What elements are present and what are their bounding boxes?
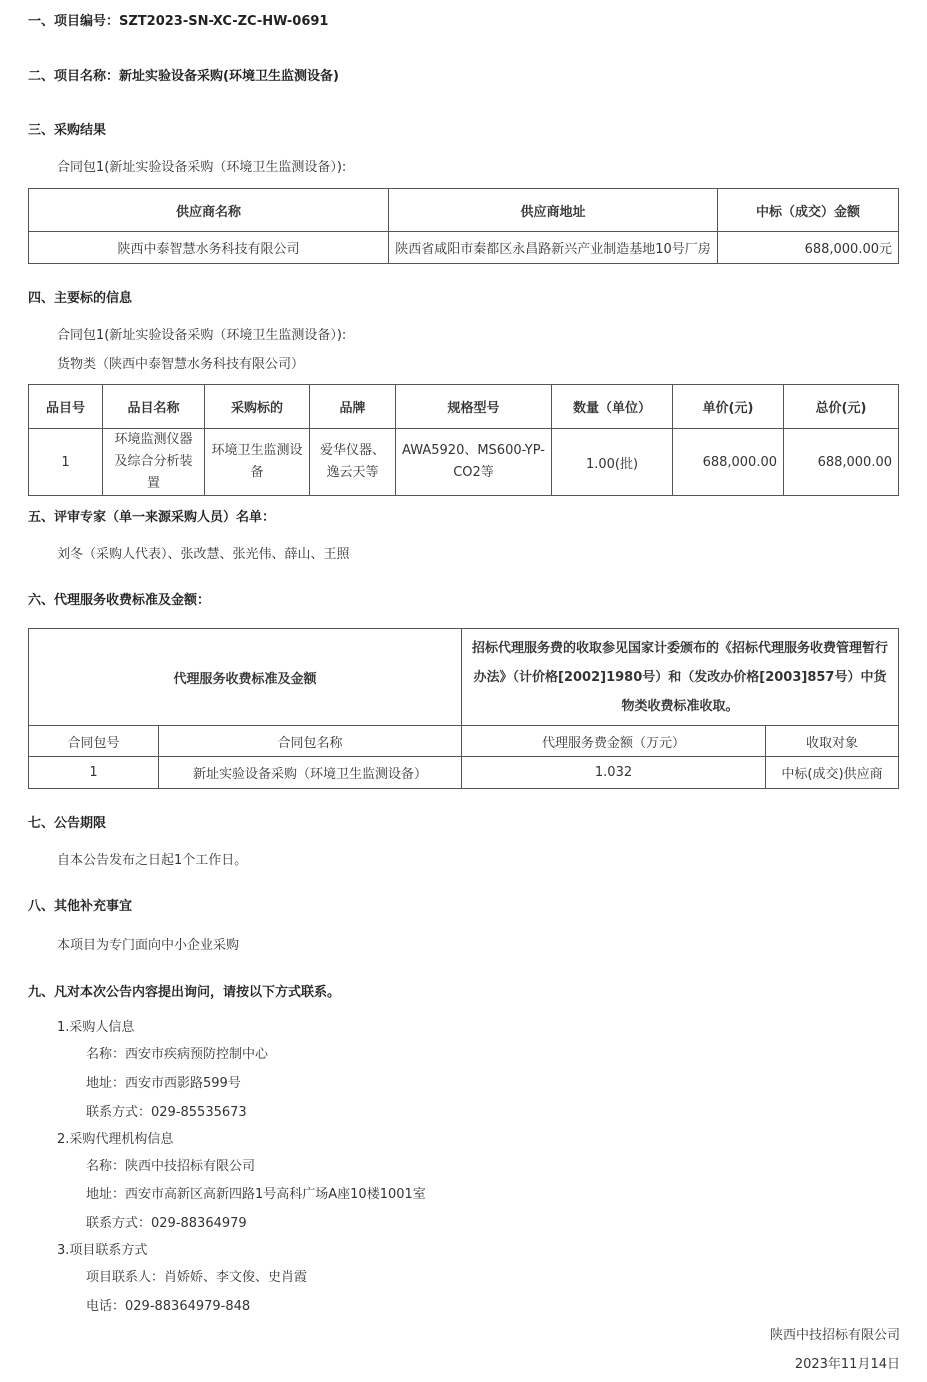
table-header: 品目名称 — [103, 385, 205, 429]
purchaser-info-title: 1.采购人信息 — [57, 1020, 135, 1035]
experts-list: 刘冬（采购人代表）、张改慧、张光伟、薛山、王照 — [57, 547, 350, 562]
table-header: 收取对象 — [766, 726, 899, 757]
total-price: 688,000.00 — [784, 429, 899, 496]
table-header: 数量（单位） — [552, 385, 673, 429]
purchaser-phone: 联系方式：029-85535673 — [86, 1105, 247, 1120]
agency-address: 地址：西安市高新区高新四路1号高科广场A座10楼1001室 — [86, 1187, 426, 1202]
result-package-label: 合同包1(新址实验设备采购（环境卫生监测设备）): — [57, 160, 347, 175]
agency-phone: 联系方式：029-88364979 — [86, 1216, 247, 1231]
table-header-row — [29, 189, 899, 232]
table-header: 中标（成交）金额 — [718, 189, 899, 232]
project-contact-phone: 电话：029-88364979-848 — [86, 1299, 251, 1314]
agency-fee-amount: 1.032 — [462, 757, 766, 789]
agency-fee-table — [28, 628, 899, 789]
fee-payer: 中标(成交)供应商 — [766, 757, 899, 789]
experts-heading: 五、评审专家（单一来源采购人员）名单： — [28, 510, 276, 525]
agency-fee-heading: 六、代理服务收费标准及金额： — [28, 593, 211, 608]
table-header: 采购标的 — [205, 385, 310, 429]
agency-name: 名称：陕西中技招标有限公司 — [86, 1159, 256, 1174]
table-header: 品牌 — [310, 385, 396, 429]
result-table — [28, 188, 899, 264]
purchaser-name: 名称：西安市疾病预防控制中心 — [86, 1047, 269, 1062]
table-header: 供应商地址 — [389, 189, 718, 232]
supplementary-heading: 八、其他补充事宜 — [28, 899, 133, 914]
notice-period-text: 自本公告发布之日起1个工作日。 — [57, 853, 248, 868]
table-header: 品目号 — [29, 385, 103, 429]
table-header: 代理服务费金额（万元） — [462, 726, 766, 757]
model-spec: AWA5920、MS600-YP-CO2等 — [396, 429, 552, 496]
project-number-heading: 一、项目编号：SZT2023-SN-XC-ZC-HW-0691 — [28, 14, 329, 29]
subject-package-label: 合同包1(新址实验设备采购（环境卫生监测设备）): — [57, 328, 347, 343]
project-name-heading: 二、项目名称：新址实验设备采购(环境卫生监测设备) — [28, 69, 339, 84]
fee-standard-row — [29, 629, 899, 726]
package-name: 新址实验设备采购（环境卫生监测设备） — [159, 757, 462, 789]
package-number: 1 — [29, 757, 159, 789]
fee-standard-description: 招标代理服务费的收取参见国家计委颁布的《招标代理服务收费管理暂行办法》（计价格[2002]1980号）和（发改办价格[2003]857号）中货物类收费标准收取。 — [462, 629, 899, 726]
agency-info-title: 2.采购代理机构信息 — [57, 1132, 174, 1147]
table-header: 总价(元) — [784, 385, 899, 429]
award-amount: 688,000.00元 — [718, 232, 899, 264]
footer-organization: 陕西中技招标有限公司 — [769, 1328, 900, 1343]
supplementary-text: 本项目为专门面向中小企业采购 — [57, 938, 240, 953]
contact-heading: 九、凡对本次公告内容提出询问，请按以下方式联系。 — [28, 985, 341, 1000]
table-row — [29, 429, 899, 496]
table-header: 规格型号 — [396, 385, 552, 429]
item-number: 1 — [29, 429, 103, 496]
supplier-address: 陕西省咸阳市秦都区永昌路新兴产业制造基地10号厂房 — [389, 232, 718, 264]
project-contact-people: 项目联系人：肖娇娇、李文俊、史肖霞 — [86, 1270, 308, 1285]
main-subject-heading: 四、主要标的信息 — [28, 291, 133, 306]
table-header-row — [29, 726, 899, 757]
fee-standard-label: 代理服务收费标准及金额 — [29, 629, 462, 726]
table-row — [29, 232, 899, 264]
project-contact-title: 3.项目联系方式 — [57, 1243, 148, 1258]
footer-date: 2023年11月14日 — [794, 1357, 900, 1372]
supplier-name: 陕西中泰智慧水务科技有限公司 — [29, 232, 389, 264]
table-row — [29, 757, 899, 789]
table-header: 合同包名称 — [159, 726, 462, 757]
quantity: 1.00(批) — [552, 429, 673, 496]
subject-table — [28, 384, 899, 496]
goods-category-label: 货物类（陕西中泰智慧水务科技有限公司） — [57, 357, 305, 372]
procurement-subject: 环境卫生监测设备 — [205, 429, 310, 496]
notice-period-heading: 七、公告期限 — [28, 816, 107, 831]
table-header: 单价(元) — [673, 385, 784, 429]
table-header: 供应商名称 — [29, 189, 389, 232]
brand: 爱华仪器、逸云天等 — [310, 429, 396, 496]
procurement-result-heading: 三、采购结果 — [28, 123, 107, 138]
unit-price: 688,000.00 — [673, 429, 784, 496]
table-header: 合同包号 — [29, 726, 159, 757]
item-name: 环境监测仪器及综合分析装置 — [103, 429, 205, 496]
table-header-row — [29, 385, 899, 429]
purchaser-address: 地址：西安市西影路599号 — [86, 1076, 241, 1091]
